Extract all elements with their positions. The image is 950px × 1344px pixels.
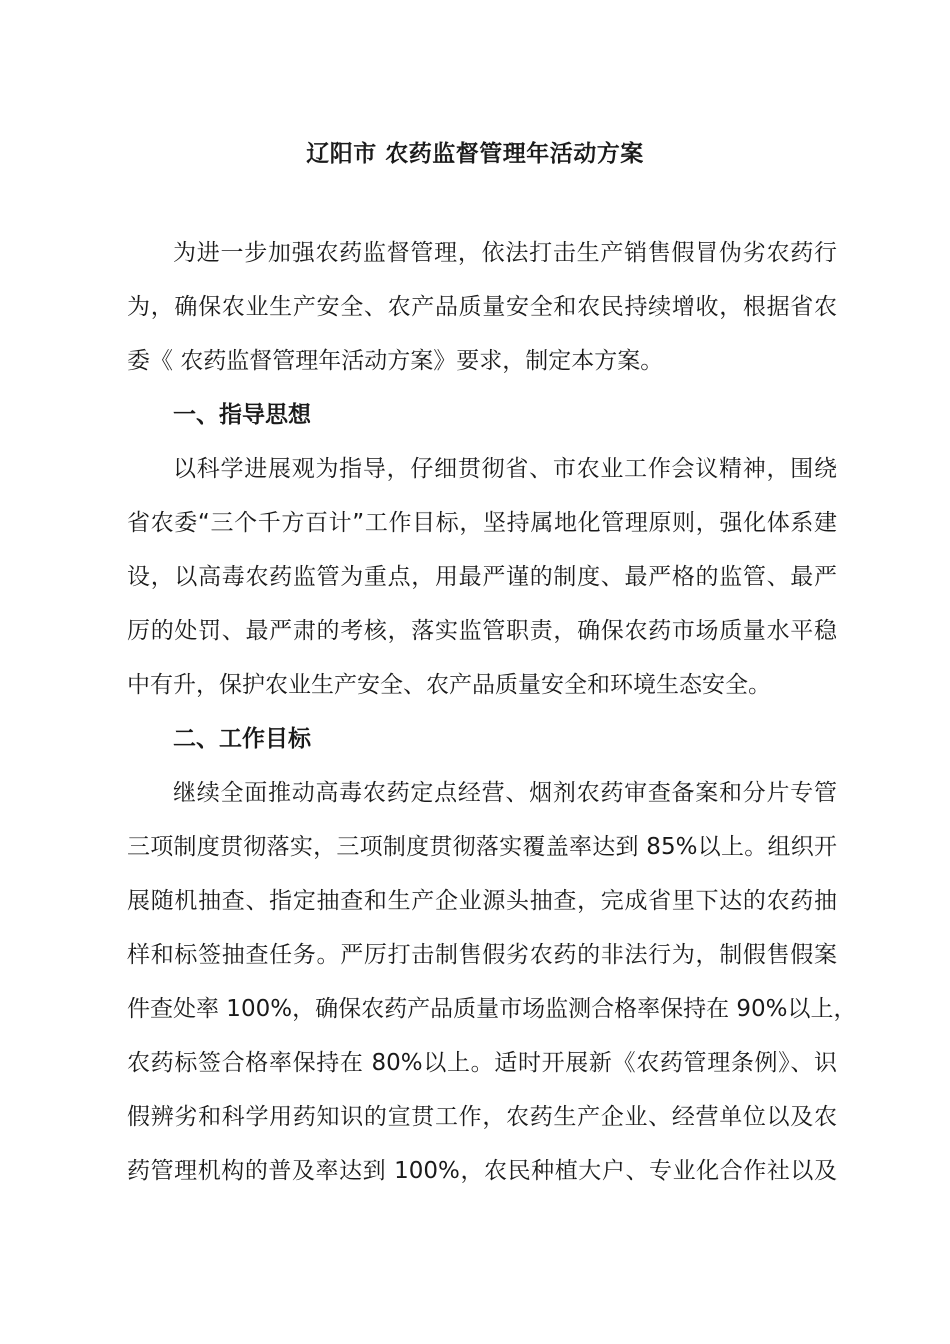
paragraph-line: 以科学进展观为指导，仔细贯彻省、市农业工作会议精神，围绕: [173, 456, 837, 482]
paragraph-line: 设，以高毒农药监管为重点，用最严谨的制度、最严格的监管、最严: [127, 564, 837, 590]
paragraph-line: 农药标签合格率保持在 80%以上。适时开展新《农药管理条例》、识: [127, 1050, 837, 1076]
intro-line: 为，确保农业生产安全、农产品质量安全和农民持续增收，根据省农: [127, 294, 837, 320]
paragraph-line: 继续全面推动高毒农药定点经营、烟剂农药审查备案和分片专管: [173, 780, 837, 806]
paragraph-line: 药管理机构的普及率达到 100%，农民种植大户、专业化合作社以及: [127, 1158, 837, 1184]
paragraph-line: 三项制度贯彻落实，三项制度贯彻落实覆盖率达到 85%以上。组织开: [127, 834, 837, 860]
paragraph-line: 展随机抽查、指定抽查和生产企业源头抽查，完成省里下达的农药抽: [127, 888, 837, 914]
intro-line: 委《 农药监督管理年活动方案》要求，制定本方案。: [127, 348, 664, 374]
paragraph-line: 中有升，保护农业生产安全、农产品质量安全和环境生态安全。: [127, 672, 771, 698]
document-title: 辽阳市 农药监督管理年活动方案: [306, 141, 644, 167]
paragraph-line: 假辨劣和科学用药知识的宣贯工作，农药生产企业、经营单位以及农: [127, 1104, 837, 1130]
paragraph-line: 省农委“三个千方百计”工作目标，坚持属地化管理原则，强化体系建: [127, 510, 837, 536]
section-heading-guiding-thought: 一、指导思想: [173, 402, 311, 428]
section-heading-work-goals: 二、工作目标: [173, 726, 311, 752]
intro-line: 为进一步加强农药监督管理，依法打击生产销售假冒伪劣农药行: [173, 240, 837, 266]
paragraph-line: 件查处率 100%，确保农药产品质量市场监测合格率保持在 90%以上，: [127, 996, 857, 1022]
paragraph-line: 样和标签抽查任务。严厉打击制售假劣农药的非法行为，制假售假案: [127, 942, 837, 968]
paragraph-line: 厉的处罚、最严肃的考核，落实监管职责，确保农药市场质量水平稳: [127, 618, 837, 644]
